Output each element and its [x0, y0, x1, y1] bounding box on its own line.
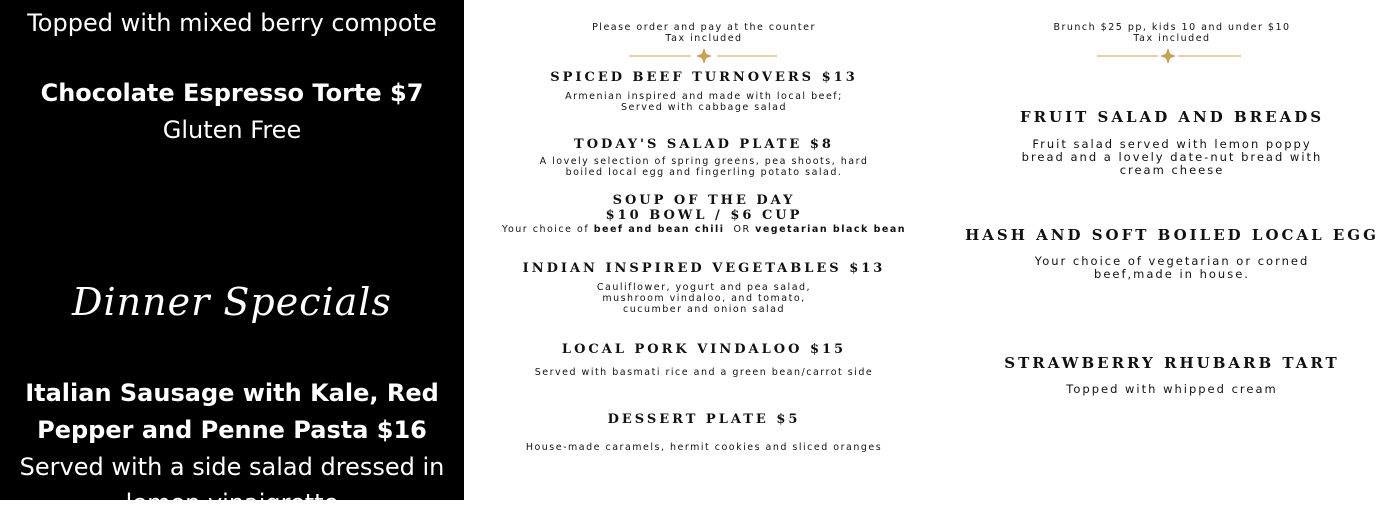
dinner-specials-heading: Dinner Specials: [72, 280, 392, 324]
menu-item-title: HASH AND SOFT BOILED LOCAL EGG: [965, 226, 1379, 244]
side-salad-line: Served with a side salad dressed in: [19, 453, 445, 481]
cut-script-heading: [464, 0, 944, 14]
menu-item-desc: bread and a lovely date-nut bread with: [1021, 150, 1323, 164]
gluten-free-note: Gluten Free: [162, 116, 302, 144]
menu-item-desc: mushroom vindaloo, and tomato,: [602, 293, 806, 304]
menu-item-title: SOUP OF THE DAY: [612, 193, 796, 208]
menu-item-desc: boiled local egg and fingerling potato salad.: [565, 167, 843, 178]
menu-item-title: STRAWBERRY RHUBARB TART: [1004, 354, 1340, 372]
chili-option: beef and bean chili: [593, 224, 725, 235]
sausage-title-line1: Italian Sausage with Kale, Red: [25, 379, 439, 407]
gold-star-divider-icon: [944, 47, 1400, 65]
menu-item-desc: cream cheese: [1119, 163, 1225, 177]
sausage-title-line2: Pepper and Penne Pasta $16: [37, 416, 427, 444]
tax-note: Tax included: [1133, 33, 1211, 44]
dinner-specials-panel: [0, 0, 464, 517]
soup-choice-desc: Your choice of beef and bean chili OR vegetarian black bean: [501, 224, 907, 235]
menu-item-desc: Served with basmati rice and a green bean/carrot side: [534, 367, 874, 378]
menu-item-desc: cucumber and onion salad: [622, 304, 786, 315]
menu-item-title: FRUIT SALAD AND BREADS: [1019, 108, 1325, 126]
vinaigrette-line-cut: lemon vinaigrette: [125, 489, 339, 517]
menu-item-desc: Fruit salad served with lemon poppy: [1032, 137, 1312, 151]
lunch-menu-column: [464, 0, 944, 500]
soup-price-line: $10 BOWL / $6 CUP: [605, 208, 803, 223]
menu-item-title: LOCAL PORK VINDALOO $15: [561, 342, 847, 357]
cut-script-heading: [944, 0, 1400, 14]
chocolate-torte-title: Chocolate Espresso Torte $7: [40, 79, 424, 107]
order-instructions: Please order and pay at the counter: [592, 22, 816, 33]
menu-item-title: SPICED BEEF TURNOVERS $13: [550, 70, 858, 85]
menu-item-title: INDIAN INSPIRED VEGETABLES $13: [522, 261, 886, 276]
menu-item-desc: Cauliflower, yogurt and pea salad,: [596, 282, 812, 293]
menu-item-desc: A lovely selection of spring greens, pea shoots, hard: [539, 156, 869, 167]
menu-item-desc: Armenian inspired and made with local beef;: [565, 91, 843, 102]
menu-item-desc: Topped with whipped cream: [1066, 382, 1278, 396]
menu-item-title: TODAY'S SALAD PLATE $8: [574, 137, 834, 152]
menu-item-title: DESSERT PLATE $5: [607, 412, 801, 427]
menu-item-desc: beef,made in house.: [1094, 267, 1250, 281]
tax-note: Tax included: [665, 33, 743, 44]
black-bean-option: vegetarian black bean: [755, 224, 907, 235]
berry-compote-line: Topped with mixed berry compote: [27, 9, 437, 37]
menu-item-desc: Served with cabbage salad: [620, 102, 788, 113]
brunch-price-note: Brunch $25 pp, kids 10 and under $10: [1053, 22, 1291, 33]
menu-item-desc: House-made caramels, hermit cookies and sliced oranges: [525, 442, 883, 453]
gold-star-divider-icon: [464, 47, 944, 65]
menu-item-desc: Your choice of vegetarian or corned: [1034, 254, 1310, 268]
brunch-menu-column: [944, 0, 1400, 500]
